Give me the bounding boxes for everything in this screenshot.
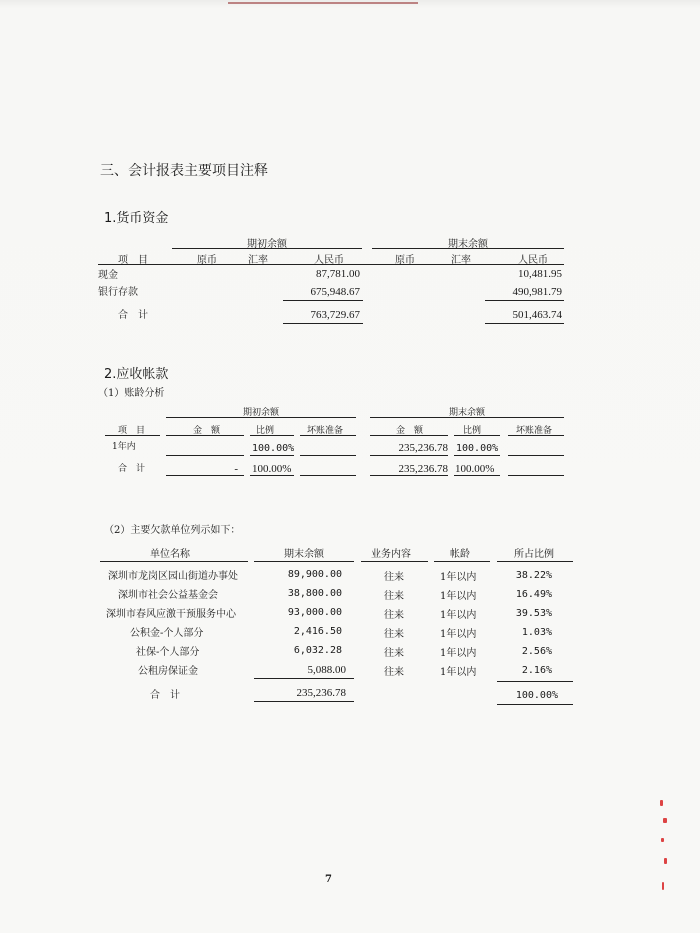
ar-rule — [454, 475, 500, 476]
cash-row-open: 87,781.00 — [316, 268, 360, 280]
ar-total-open-ratio: 100.00% — [252, 463, 292, 475]
debtors-rule — [361, 561, 428, 562]
debtor-balance: 5,088.00 — [307, 664, 346, 676]
cash-col-orig-close: 原币 — [395, 255, 415, 266]
ar-rule — [454, 435, 500, 436]
stamp-mark — [660, 800, 663, 806]
ar-opening-header: 期初余额 — [242, 408, 279, 418]
debtor-nature: 往来 — [384, 629, 404, 640]
cash-col-item: 项 目 — [118, 255, 148, 266]
cash-sum-rule-open — [283, 300, 363, 301]
debtors-total-rule — [254, 701, 354, 702]
debtor-age: 1年以内 — [440, 572, 477, 583]
debtor-nature: 往来 — [384, 572, 404, 583]
ar-rule — [166, 435, 244, 436]
cash-row-label: 银行存款 — [98, 287, 138, 298]
debtors-total-balance: 235,236.78 — [296, 687, 346, 699]
debtor-name: 深圳市社会公益基金会 — [118, 590, 218, 601]
debtors-rule — [100, 561, 248, 562]
debtors-col-nature: 业务内容 — [371, 549, 411, 560]
cash-title: 1.货币资金 — [104, 211, 169, 226]
debtors-sum-rule — [497, 681, 573, 682]
ar-row-open-ratio: 100.00% — [252, 443, 295, 454]
debtors-rule — [254, 561, 354, 562]
ar-col-reserve-close: 坏账准备 — [516, 426, 553, 436]
debtors-col-age: 帐龄 — [450, 549, 470, 560]
cash-total-rule-close — [485, 323, 564, 324]
debtors-total-label: 合 计 — [150, 690, 180, 701]
debtors-total-pct: 100.00% — [515, 690, 558, 701]
ar-closing-rule — [370, 417, 564, 418]
ar-rule — [300, 435, 356, 436]
ar-rule — [166, 475, 244, 476]
debtor-nature: 往来 — [384, 667, 404, 678]
cash-col-rmb-open: 人民币 — [314, 255, 344, 266]
ar-rule — [370, 435, 448, 436]
ar-opening-rule — [166, 417, 356, 418]
debtor-pct: 39.53% — [515, 608, 552, 619]
debtors-col-pct: 所占比例 — [514, 549, 554, 560]
ar-closing-header: 期末余额 — [448, 408, 485, 418]
cash-row-open: 675,948.67 — [310, 286, 360, 298]
ar-rule — [370, 475, 448, 476]
cash-row-close: 10,481.95 — [518, 268, 562, 280]
cash-sum-rule-close — [485, 300, 564, 301]
stamp-mark — [662, 882, 664, 890]
cash-row-close: 490,981.79 — [512, 286, 562, 298]
debtor-nature: 往来 — [384, 591, 404, 602]
ar-rule — [370, 455, 448, 456]
cash-col-rate-close: 汇率 — [451, 255, 471, 266]
ar-subtitle: （1）账龄分析 — [98, 388, 165, 399]
debtors-sum-rule — [254, 678, 354, 679]
cash-opening-header: 期初余额 — [247, 239, 287, 250]
ar-row-close-amount: 235,236.78 — [398, 442, 448, 454]
cash-col-orig-open: 原币 — [197, 255, 217, 266]
debtor-age: 1年以内 — [440, 667, 477, 678]
cash-total-rule-open — [283, 323, 363, 324]
stamp-mark — [664, 858, 667, 864]
ar-rule — [105, 435, 160, 436]
debtor-balance: 93,000.00 — [287, 607, 342, 618]
ar-row-close-ratio: 100.00% — [456, 443, 499, 454]
ar-total-close-ratio: 100.00% — [455, 463, 495, 475]
debtors-rule — [434, 561, 490, 562]
cash-header-rule — [98, 264, 564, 265]
debtor-balance: 6,032.28 — [293, 645, 342, 656]
ar-rule — [508, 475, 564, 476]
debtor-age: 1年以内 — [440, 591, 477, 602]
debtor-pct: 16.49% — [515, 589, 552, 600]
debtor-balance: 38,800.00 — [287, 588, 342, 599]
ar-col-amount-open: 金 额 — [193, 426, 221, 436]
cash-closing-header: 期末余额 — [448, 239, 488, 250]
ar-title: 2.应收帐款 — [104, 367, 169, 382]
debtor-name: 公积金-个人部分 — [130, 628, 204, 639]
ar-rule — [508, 455, 564, 456]
stamp-mark — [663, 818, 667, 823]
ar-rule — [454, 455, 500, 456]
debtor-name: 社保-个人部分 — [136, 647, 200, 658]
ar-total-open-amount: - — [234, 463, 238, 475]
cash-total-label: 合 计 — [118, 310, 148, 321]
debtor-balance: 89,900.00 — [287, 569, 342, 580]
ar-rule — [508, 435, 564, 436]
cash-opening-rule — [172, 248, 362, 249]
debtor-name: 公租房保证金 — [138, 666, 198, 677]
page-number: 7 — [325, 874, 332, 885]
ar-rule — [300, 475, 356, 476]
debtor-name: 深圳市春风应激干预服务中心 — [106, 609, 236, 620]
cash-col-rate-open: 汇率 — [248, 255, 268, 266]
debtor-pct: 2.16% — [521, 665, 552, 676]
debtor-age: 1年以内 — [440, 610, 477, 621]
debtors-subtitle: （2）主要欠款单位列示如下： — [104, 525, 241, 536]
debtor-pct: 2.56% — [521, 646, 552, 657]
debtors-col-name: 单位名称 — [150, 549, 190, 560]
binding-mark — [228, 2, 418, 4]
ar-row-label: 1年内 — [112, 442, 136, 452]
ar-total-close-amount: 235,236.78 — [398, 463, 448, 475]
ar-col-ratio-open: 比例 — [256, 426, 275, 436]
ar-rule — [250, 475, 294, 476]
debtor-nature: 往来 — [384, 610, 404, 621]
debtor-nature: 往来 — [384, 648, 404, 659]
debtors-rule — [497, 561, 573, 562]
debtor-pct: 38.22% — [515, 570, 552, 581]
ar-rule — [250, 435, 294, 436]
debtor-name: 深圳市龙岗区园山街道办事处 — [108, 571, 238, 582]
ar-rule — [250, 455, 294, 456]
ar-col-reserve-open: 坏账准备 — [307, 426, 344, 436]
ar-col-ratio-close: 比例 — [463, 426, 482, 436]
stamp-mark — [661, 838, 664, 842]
ar-total-label: 合 计 — [118, 464, 146, 474]
cash-total-open: 763,729.67 — [310, 309, 360, 321]
debtor-pct: 1.03% — [521, 627, 552, 638]
cash-col-rmb-close: 人民币 — [518, 255, 548, 266]
cash-row-label: 现金 — [98, 270, 118, 281]
section-title: 三、会计报表主要项目注释 — [100, 163, 268, 179]
debtors-total-rule — [497, 704, 573, 705]
debtor-age: 1年以内 — [440, 648, 477, 659]
debtor-age: 1年以内 — [440, 629, 477, 640]
ar-rule — [300, 455, 356, 456]
ar-col-amount-close: 金 额 — [396, 426, 424, 436]
cash-closing-rule — [372, 248, 564, 249]
ar-rule — [166, 455, 244, 456]
ar-col-item: 项 目 — [118, 426, 146, 436]
debtor-balance: 2,416.50 — [293, 626, 342, 637]
cash-total-close: 501,463.74 — [512, 309, 562, 321]
debtors-col-balance: 期末余额 — [284, 549, 324, 560]
